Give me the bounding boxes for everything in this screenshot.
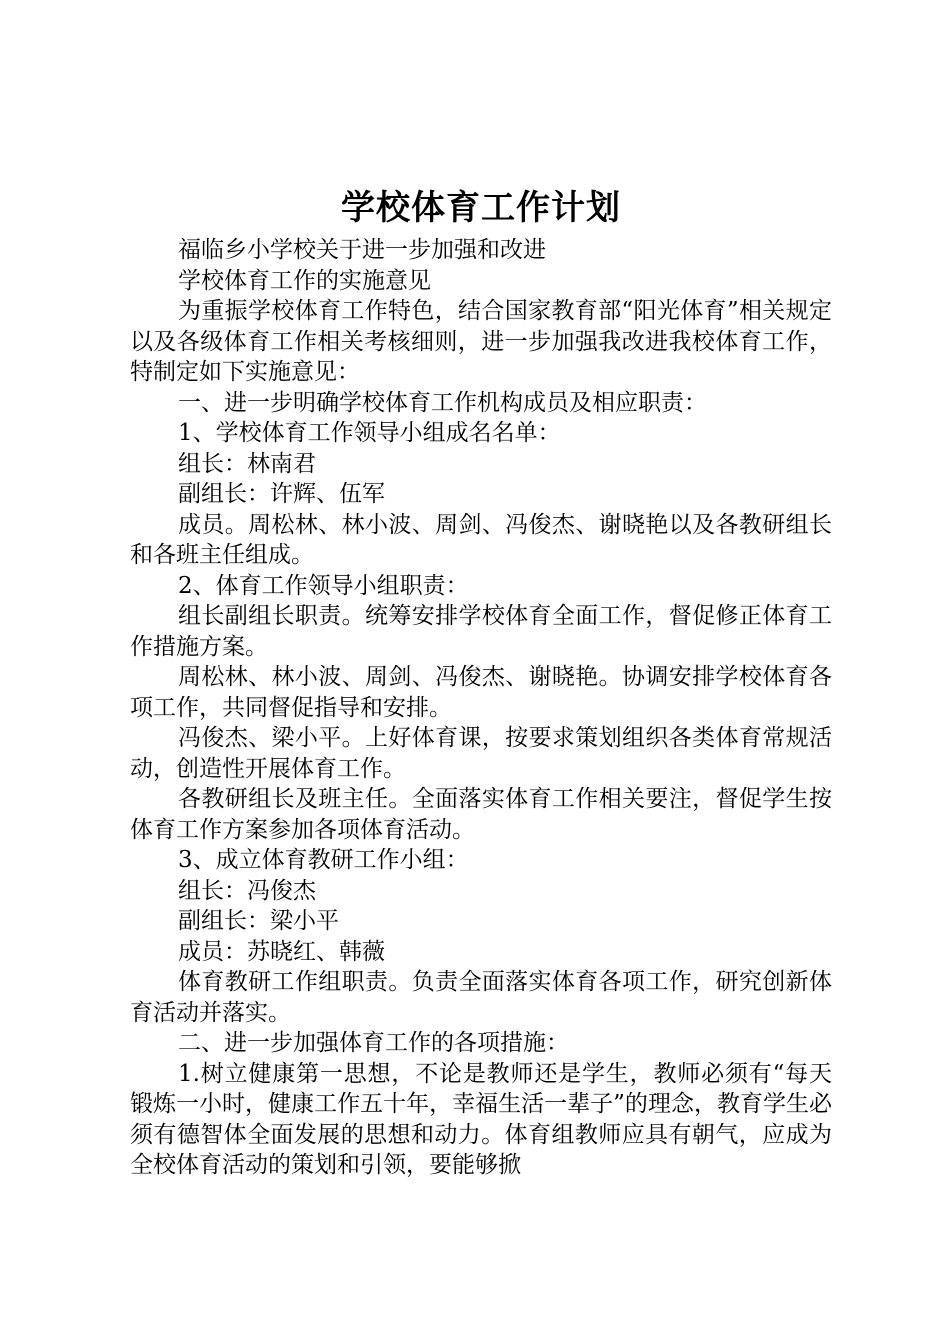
paragraph-3: 为重振学校体育工作特色，结合国家教育部“阳光体育”相关规定以及各级体育工作相关考核细则，进一步加强我改进我校体育工作，特制定如下实施意见：	[130, 298, 832, 385]
paragraph-20: 1.树立健康第一思想，不论是教师还是学生，教师必须有“每天锻炼一小时，健康工作五十年，幸福生活一辈子”的理念，教育学生必须有德智体全面发展的思想和动力。体育组教师应具有朝气，应成为全校体育活动的策划和引领，要能够掀	[130, 1060, 832, 1178]
paragraph-2: 学校体育工作的实施意见	[178, 267, 431, 294]
paragraph-16: 副组长：梁小平	[178, 908, 339, 934]
paragraph-14: 3、成立体育教研工作小组：	[178, 847, 469, 873]
paragraph-17: 成员：苏晓红、韩薇	[178, 938, 385, 965]
paragraph-5: 1、学校体育工作领导小组成名名单：	[178, 420, 561, 446]
paragraph-18: 体育教研工作组职责。负责全面落实体育各项工作，研究创新体育活动并落实。	[130, 969, 832, 1026]
paragraph-9: 2、体育工作领导小组职责：	[178, 572, 469, 599]
paragraph-10: 组长副组长职责。统筹安排学校体育全面工作，督促修正体育工作措施方案。	[130, 603, 832, 660]
paragraph-6: 组长：林南君	[178, 450, 316, 477]
paragraph-15: 组长：冯俊杰	[178, 877, 316, 904]
paragraph-1: 福临乡小学校关于进一步加强和改进	[178, 237, 546, 263]
paragraph-13: 各教研组长及班主任。全面落实体育工作相关要注，督促学生按体育工作方案参加各项体育活动。	[130, 786, 832, 843]
paragraph-12: 冯俊杰、梁小平。上好体育课，按要求策划组织各类体育常规活动，创造性开展体育工作。	[130, 725, 832, 782]
paragraph-19: 二、进一步加强体育工作的各项措施：	[178, 1030, 569, 1056]
paragraph-7: 副组长：许辉、伍军	[178, 481, 385, 507]
document-page	[130, 183, 832, 1181]
paragraph-11: 周松林、林小波、周剑、冯俊杰、谢晓艳。协调安排学校体育各项工作，共同督促指导和安排。	[130, 664, 832, 721]
document-title: 学校体育工作计划	[341, 188, 621, 228]
paragraph-8: 成员。周松林、林小波、周剑、冯俊杰、谢晓艳以及各教研组长和各班主任组成。	[130, 511, 832, 568]
paragraph-4: 一、进一步明确学校体育工作机构成员及相应职责：	[178, 389, 707, 416]
